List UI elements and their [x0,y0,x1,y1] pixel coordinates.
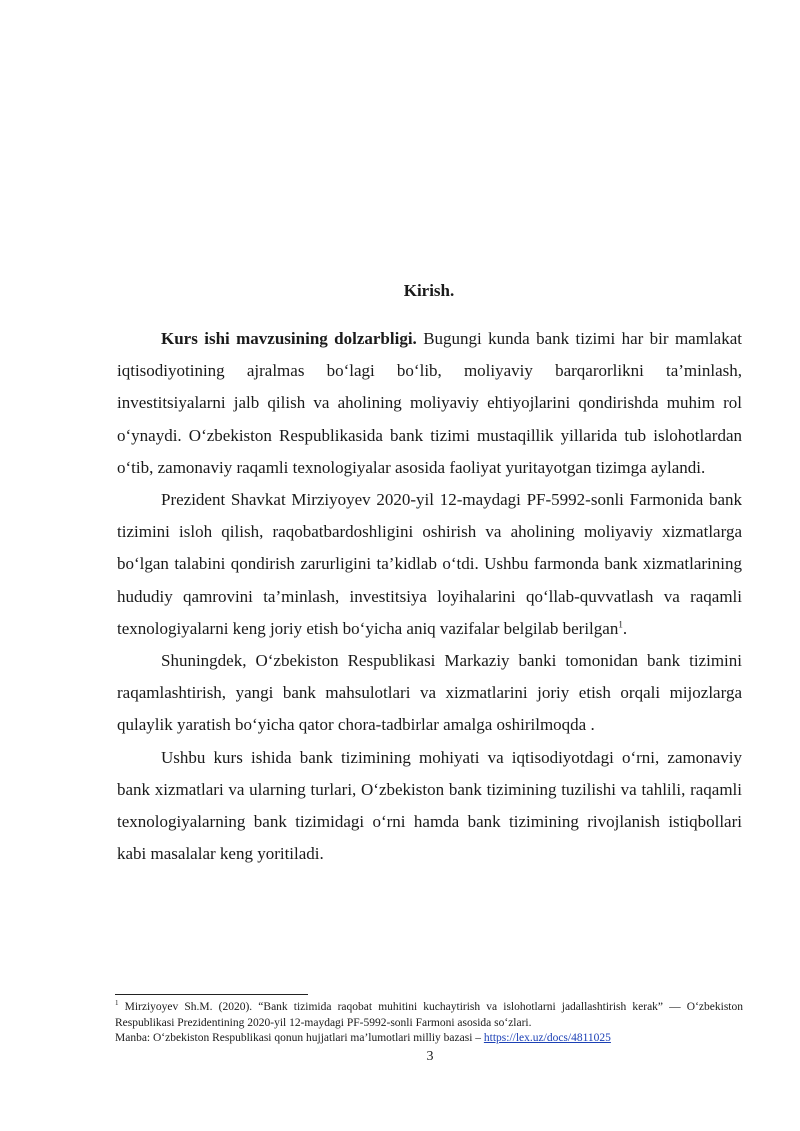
paragraph-1 [117,323,742,484]
paragraph-2 [117,484,742,645]
paragraph-3: Shuningdek, O‘zbekiston Respublikasi Markaziy banki tomonidan bank tizimini raqamlashtirish, yangi bank mahsulotlari va xizmatlarini joriy etish orqali mijozlarga qulaylik yaratish bo‘yicha qator chora-tadbirlar amalga oshirilmoqda . [117,651,742,735]
paragraph-text: Bugungi kunda bank tizimi har bir mamlakat iqtisodiyotining ajralmas bo‘lagi bo‘lib, moliyaviy barqarorlikni ta’minlash, investitsiyalarni jalb qilish va aholining moliyaviy ehtiyojlarini qondirishda muhim rol o‘ynaydi. O‘zbekiston Respublikasida bank tizimi mustaqillik yillarida tub islohotlardan o‘tib, zamonaviy raqamli texnologiyalar asosida faoliyat yuritayotgan tizimga aylandi. [117,329,742,477]
footnote-source [115,1031,743,1047]
footnote-separator [115,994,308,995]
footnote-text: Mirziyoyev Sh.M. (2020). “Bank tizimida raqobat muhitini kuchaytirish va islohotlarni jadallashtirish kerak” — O‘zbekiston Respublikasi Prezidentining 2020-yil 12-maydagi PF-5992-sonli Farmoni asosida so‘zlari. [115,1001,743,1029]
body-text [117,323,742,870]
footnote-link[interactable]: https://lex.uz/docs/4811025 [483,1032,611,1044]
footnote-source-text: Manba: O‘zbekiston Respublikasi qonun hujjatlari ma’lumotlari milliy bazasi – [115,1032,484,1044]
footnote-citation [115,1000,743,1031]
footnote-reference[interactable]: 1 [618,619,623,630]
paragraph-text: Prezident Shavkat Mirziyoyev 2020-yil 12-maydagi PF-5992-sonli Farmonida bank tizimini isloh qilish, raqobatbardoshligini oshirish va aholining moliyaviy xizmatlarga bo‘lgan talabini qondirish zarurligini ta’kidlab o‘tdi. Ushbu farmonda bank xizmatlarining hududiy qamrovini ta’minlash, investitsiya loyihalarini qo‘llab-quvvatlash va raqamli texnologiyalarni keng joriy etish bo‘yicha aniq vazifalar belgilab berilgan [117,490,742,638]
paragraph-4: Ushbu kurs ishida bank tizimining mohiyati va iqtisodiyotdagi o‘rni, zamonaviy bank xizmatlari va ularning turlari, O‘zbekiston bank tizimining tuzilishi va tahlili, raqamli texnologiyalarning bank tizimidagi o‘rni hamda bank tizimining rivojlanish istiqbollari kabi masalalar keng yoritiladi. [117,747,742,864]
paragraph-lead: Kurs ishi mavzusining dolzarbligi. [161,329,417,348]
section-heading: Kirish. [403,281,455,300]
footnote [115,1000,743,1047]
paragraph-end: . [622,618,628,638]
page-number: 3 [426,1049,434,1064]
footnote-marker: 1 [115,999,119,1008]
